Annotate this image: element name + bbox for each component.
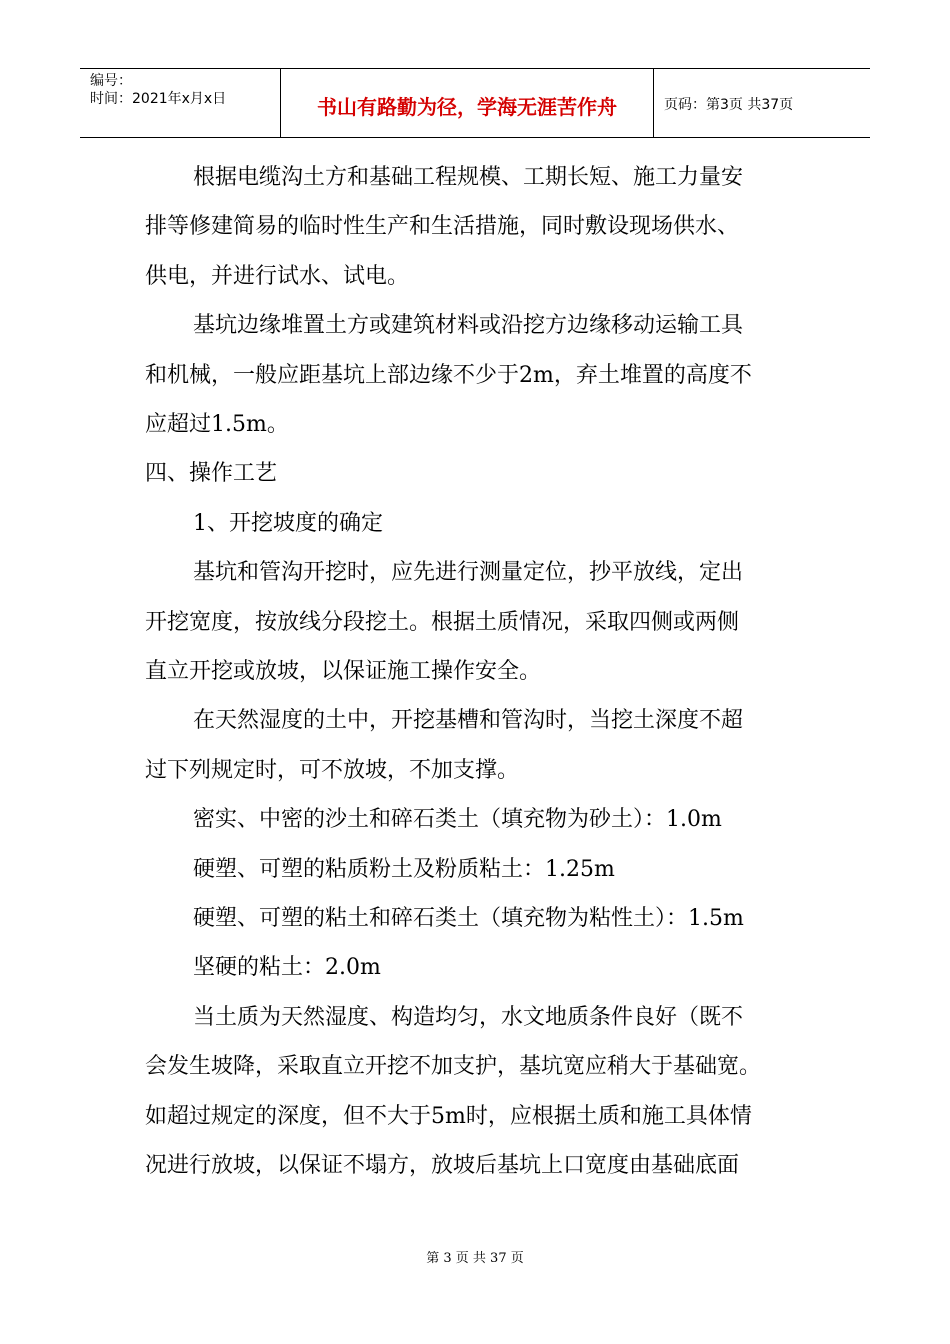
body-line: 坚硬的粘土：2.0m xyxy=(193,955,381,981)
body-line: 基坑边缘堆置土方或建筑材料或沿挖方边缘移动运输工具 xyxy=(193,313,744,339)
header-motto-cell xyxy=(281,69,654,137)
page-footer: 第 3 页 共 37 页 xyxy=(426,1251,524,1266)
body-line: 过下列规定时，可不放坡，不加支撑。 xyxy=(145,757,520,783)
header-page-cell xyxy=(654,69,870,137)
motto-text: 书山有路勤为径，学海无涯苦作舟 xyxy=(317,95,617,119)
body-line: 供电，并进行试水、试电。 xyxy=(145,263,410,289)
body-line: 1、开挖坡度的确定 xyxy=(193,510,383,536)
body-line: 在天然湿度的土中，开挖基槽和管沟时，当挖土深度不超 xyxy=(193,708,744,734)
body-line: 开挖宽度，按放线分段挖土。根据土质情况，采取四侧或两侧 xyxy=(145,609,740,635)
body-line: 四、操作工艺 xyxy=(145,461,278,487)
body-line: 如超过规定的深度，但不大于5m时，应根据土质和施工具体情 xyxy=(145,1103,752,1129)
header-info-cell xyxy=(80,69,281,137)
body-line: 直立开挖或放坡，以保证施工操作安全。 xyxy=(145,659,542,684)
page-code: 页码：第3页 共37页 xyxy=(664,97,794,113)
number-label: 编号： xyxy=(90,73,132,89)
body-line: 基坑和管沟开挖时，应先进行测量定位，抄平放线，定出 xyxy=(193,560,744,586)
body-line: 况进行放坡，以保证不塌方，放坡后基坑上口宽度由基础底面 xyxy=(145,1153,740,1178)
body-line: 应超过1.5m。 xyxy=(145,412,289,437)
body-line: 和机械，一般应距基坑上部边缘不少于2m，弃土堆置的高度不 xyxy=(145,362,752,388)
body-line: 当土质为天然湿度、构造均匀，水文地质条件良好（既不 xyxy=(193,1004,744,1030)
body-line: 密实、中密的沙土和碎石类土（填充物为砂土）：1.0m xyxy=(193,807,722,833)
body-line: 硬塑、可塑的粘质粉土及粉质粘土：1.25m xyxy=(193,856,615,882)
body-line: 硬塑、可塑的粘土和碎石类土（填充物为粘性土）：1.5m xyxy=(193,906,744,931)
time-label: 时间：2021年x月x日 xyxy=(90,91,227,107)
body-line: 排等修建简易的临时性生产和生活措施，同时敷设现场供水、 xyxy=(145,214,740,240)
body-line: 根据电缆沟土方和基础工程规模、工期长短、施工力量安 xyxy=(193,165,744,190)
body-line: 会发生坡降，采取直立开挖不加支护，基坑宽应稍大于基础宽。 xyxy=(145,1054,762,1080)
page-header xyxy=(80,68,870,138)
